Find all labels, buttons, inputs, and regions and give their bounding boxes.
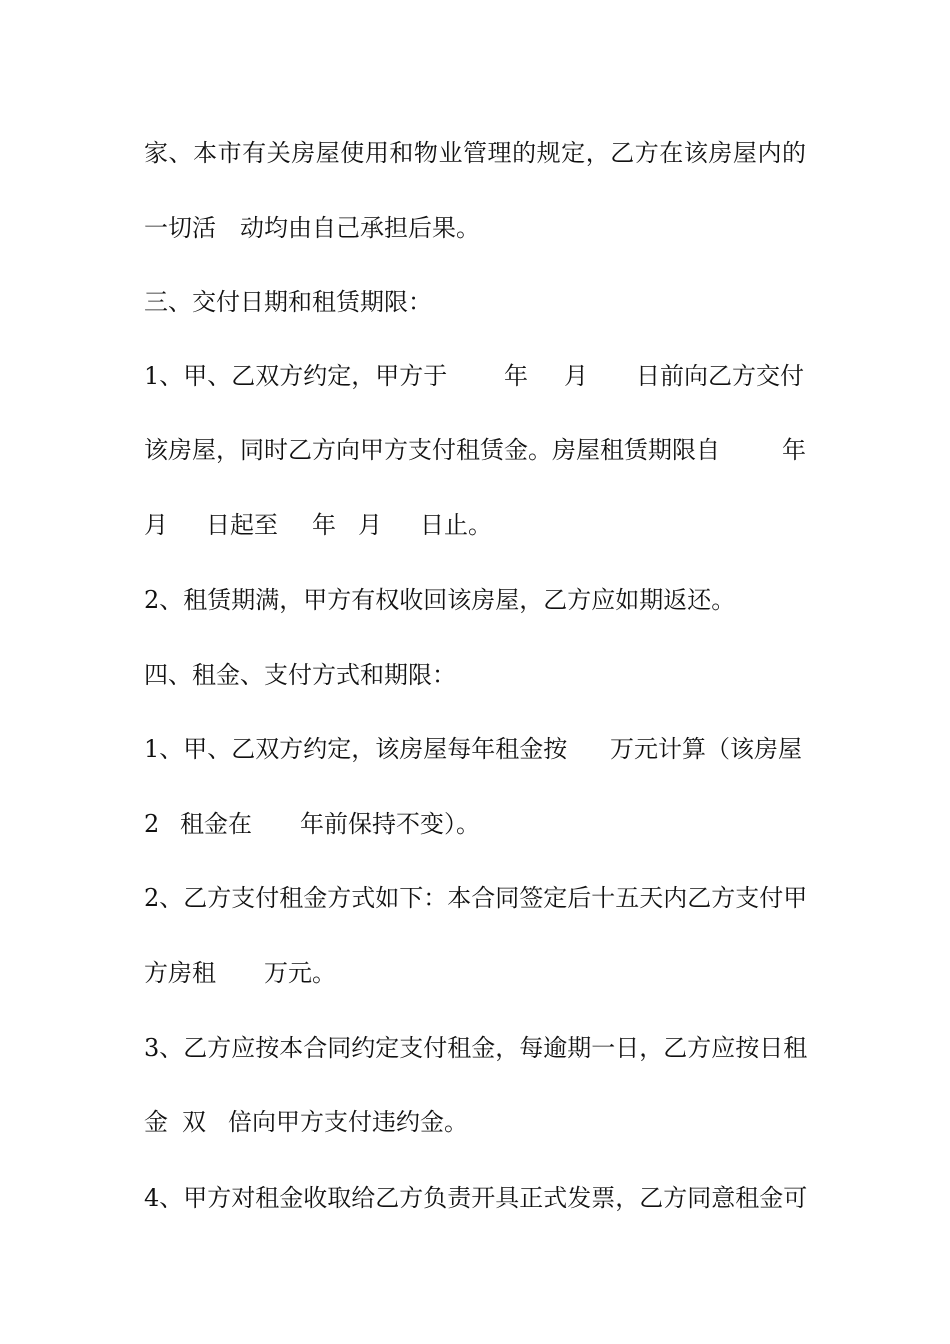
text-segment: 年前保持不变）。	[300, 810, 480, 838]
text-segment: 万元计算（该房屋	[610, 735, 802, 763]
text-line	[144, 507, 806, 543]
text-segment: 三、交付日期和租赁期限：	[144, 288, 432, 316]
text-line	[144, 135, 806, 171]
section-heading	[144, 284, 806, 320]
text-segment: 2、乙方支付租金方式如下：本合同签定后十五天内乙方支付甲	[144, 884, 808, 912]
text-segment: 3、乙方应按本合同约定支付租金，每逾期一日，乙方应按日租	[144, 1034, 808, 1062]
text-segment: 家、本市有关房屋使用和物业管理的规定，乙方在该房屋内的	[144, 139, 806, 167]
text-segment: 月	[144, 511, 168, 539]
text-segment: 年	[312, 511, 336, 539]
text-line	[144, 1180, 806, 1216]
text-segment: 方房租	[144, 959, 216, 987]
text-segment: 月	[358, 511, 382, 539]
text-line	[144, 955, 806, 991]
text-line	[144, 1104, 806, 1140]
text-segment: 1、甲、乙双方约定，该房屋每年租金按	[144, 735, 568, 763]
text-segment: 双	[182, 1108, 206, 1136]
text-segment: 该房屋，同时乙方向甲方支付租赁金。房屋租赁期限自	[144, 436, 720, 464]
text-line	[144, 358, 806, 394]
text-line	[144, 731, 806, 767]
text-segment: 1、甲、乙双方约定，甲方于	[144, 362, 448, 390]
text-segment: 月	[564, 362, 588, 390]
text-segment: 金	[144, 1108, 168, 1136]
text-line	[144, 880, 806, 916]
text-segment: 动均由自己承担后果。	[240, 214, 480, 242]
text-segment: 四、租金、支付方式和期限：	[144, 661, 456, 689]
text-segment: 倍向甲方支付违约金。	[228, 1108, 468, 1136]
text-segment: 租金在	[180, 810, 252, 838]
text-segment: 2、租赁期满，甲方有权收回该房屋，乙方应如期返还。	[144, 586, 736, 614]
text-line	[144, 806, 806, 842]
text-line	[144, 432, 806, 468]
text-segment: 日止。	[420, 511, 492, 539]
text-segment: 万元。	[264, 959, 336, 987]
text-line	[144, 210, 806, 246]
text-line	[144, 1030, 806, 1066]
text-segment: 日起至	[206, 511, 278, 539]
text-segment: 2	[144, 810, 160, 838]
text-segment: 年	[782, 436, 806, 464]
text-segment: 年	[504, 362, 528, 390]
text-segment: 一切活	[144, 214, 216, 242]
section-heading	[144, 657, 806, 693]
text-segment: 日前向乙方交付	[636, 362, 804, 390]
text-segment: 4、甲方对租金收取给乙方负责开具正式发票，乙方同意租金可	[144, 1184, 808, 1212]
text-line	[144, 582, 806, 618]
